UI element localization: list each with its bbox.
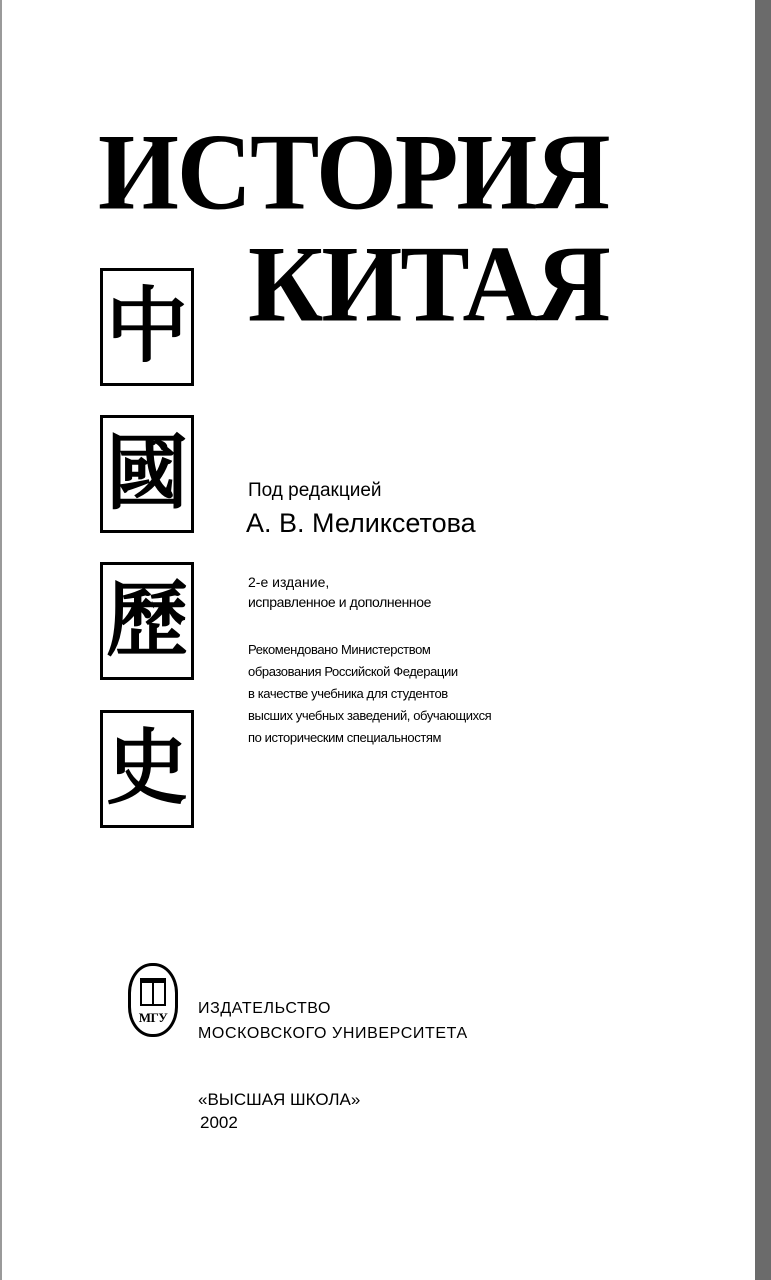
seal-character-3 — [100, 562, 194, 680]
recommendation-line-5: по историческим специальностям — [248, 730, 442, 745]
vertical-scrollbar[interactable] — [755, 0, 771, 1280]
book-icon — [140, 978, 166, 1006]
recommendation-line-3: в качестве учебника для студентов — [248, 686, 448, 701]
recommendation-line-1: Рекомендовано Министерством — [248, 642, 431, 657]
page-left-edge — [0, 0, 2, 1280]
msu-press-logo — [128, 963, 178, 1037]
logo-abbreviation: МГУ — [138, 1010, 168, 1025]
publisher-line-2: МОСКОВСКОГО УНИВЕРСИТЕТА — [198, 1025, 468, 1042]
publisher-line-1: ИЗДАТЕЛЬСТВО — [198, 1000, 332, 1017]
edition-line-1: 2-е издание, — [248, 574, 330, 590]
edition-line-2: исправленное и дополненное — [248, 594, 432, 610]
seal-character-2-glyph: 國 — [105, 426, 188, 521]
recommendation-line-2: образования Российской Федерации — [248, 664, 458, 679]
seal-character-4-glyph: 史 — [105, 721, 188, 816]
co-publisher: «ВЫСШАЯ ШКОЛА» — [198, 1090, 361, 1109]
book-title-line-1: ИСТОРИЯ — [98, 111, 609, 233]
recommendation-line-4: высших учебных заведений, обучающихся — [248, 708, 492, 723]
seal-character-1 — [100, 268, 194, 386]
publication-year: 2002 — [200, 1113, 238, 1132]
seal-character-1-glyph: 中 — [105, 279, 188, 374]
seal-character-4 — [100, 710, 194, 828]
editor-label: Под редакцией — [248, 480, 382, 501]
book-title-line-2: КИТАЯ — [248, 223, 609, 345]
seal-character-2 — [100, 415, 194, 533]
seal-character-3-glyph: 歷 — [105, 573, 188, 668]
editor-name: А. В. Меликсетова — [246, 508, 476, 538]
